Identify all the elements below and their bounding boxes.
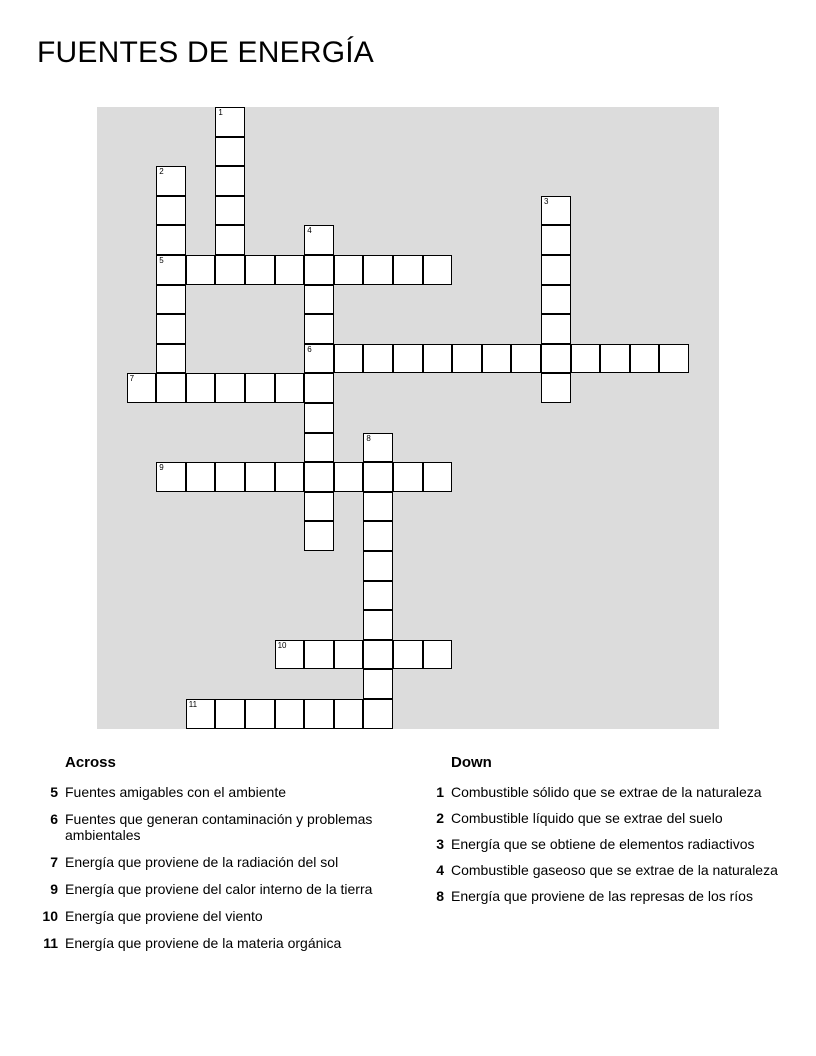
- clue-text: Energía que proviene de las represas de los ríos: [451, 888, 753, 904]
- crossword-cell[interactable]: [215, 699, 245, 729]
- clue-text: Energía que proviene de la radiación del sol: [65, 854, 339, 870]
- clue-text: Energía que proviene del calor interno de la tierra: [65, 881, 373, 897]
- down-clue: [426, 888, 786, 904]
- crossword-cell[interactable]: [304, 373, 334, 403]
- crossword-cell[interactable]: [156, 255, 186, 285]
- crossword-cell[interactable]: [541, 285, 571, 315]
- crossword-cell[interactable]: [393, 255, 423, 285]
- crossword-cell[interactable]: [186, 699, 216, 729]
- clue-number: 3: [436, 836, 444, 852]
- crossword-cell[interactable]: [304, 521, 334, 551]
- crossword-cell[interactable]: [423, 255, 453, 285]
- crossword-cell[interactable]: [215, 373, 245, 403]
- cell-number: 11: [188, 700, 198, 709]
- crossword-cell[interactable]: [393, 462, 423, 492]
- crossword-cell[interactable]: [215, 462, 245, 492]
- crossword-cell[interactable]: [304, 314, 334, 344]
- across-clues: [40, 754, 400, 962]
- across-clue: [40, 854, 400, 870]
- crossword-cell[interactable]: [363, 521, 393, 551]
- crossword-cell[interactable]: [304, 699, 334, 729]
- crossword-cell[interactable]: [304, 492, 334, 522]
- crossword-cell[interactable]: [245, 462, 275, 492]
- clue-number: 9: [50, 881, 58, 897]
- crossword-cell[interactable]: [363, 344, 393, 374]
- crossword-cell[interactable]: [304, 462, 334, 492]
- across-clue: [40, 784, 400, 800]
- crossword-cell[interactable]: [511, 344, 541, 374]
- crossword-cell[interactable]: [363, 462, 393, 492]
- crossword-cell[interactable]: [275, 373, 305, 403]
- crossword-cell[interactable]: [423, 462, 453, 492]
- crossword-cell[interactable]: [541, 373, 571, 403]
- crossword-cell[interactable]: [156, 373, 186, 403]
- crossword-cell[interactable]: [215, 137, 245, 167]
- crossword-cell[interactable]: [334, 462, 364, 492]
- crossword-cell[interactable]: [156, 344, 186, 374]
- down-clues: [426, 754, 786, 914]
- crossword-cell[interactable]: [334, 699, 364, 729]
- cell-number: 2: [159, 167, 164, 177]
- crossword-cell[interactable]: [393, 640, 423, 670]
- down-clue: [426, 862, 786, 878]
- clue-number: 4: [436, 862, 444, 878]
- cell-number: 4: [307, 226, 312, 236]
- crossword-cell[interactable]: [393, 344, 423, 374]
- crossword-cell[interactable]: [334, 640, 364, 670]
- crossword-cell[interactable]: [363, 669, 393, 699]
- crossword-cell[interactable]: [363, 433, 393, 463]
- crossword-cell[interactable]: [423, 640, 453, 670]
- cell-number: 3: [544, 196, 549, 206]
- crossword-cell[interactable]: [363, 640, 393, 670]
- clue-number: 1: [436, 784, 444, 800]
- cell-number: 5: [159, 256, 164, 265]
- crossword-cell[interactable]: [334, 344, 364, 374]
- crossword-cell[interactable]: [215, 196, 245, 226]
- cell-number: 1: [218, 108, 223, 117]
- cell-number: 6: [307, 344, 312, 354]
- clue-text: Combustible sólido que se extrae de la naturaleza: [451, 784, 762, 800]
- crossword-cell[interactable]: [186, 373, 216, 403]
- crossword-cell[interactable]: [156, 314, 186, 344]
- clue-number: 6: [50, 811, 58, 827]
- crossword-cell[interactable]: [363, 581, 393, 611]
- crossword-cell[interactable]: [571, 344, 601, 374]
- crossword-cell[interactable]: [482, 344, 512, 374]
- crossword-cell[interactable]: [245, 373, 275, 403]
- crossword-cell[interactable]: [363, 492, 393, 522]
- crossword-cell[interactable]: [275, 640, 305, 670]
- crossword-cell[interactable]: [304, 255, 334, 285]
- down-clue: [426, 836, 786, 852]
- crossword-cell[interactable]: [186, 462, 216, 492]
- crossword-cell[interactable]: [363, 699, 393, 729]
- clue-number: 10: [42, 908, 58, 924]
- crossword-cell[interactable]: [275, 462, 305, 492]
- crossword-cell[interactable]: [363, 610, 393, 640]
- crossword-cell[interactable]: [541, 225, 571, 255]
- crossword-cell[interactable]: [245, 255, 275, 285]
- clue-text: Combustible gaseoso que se extrae de la naturaleza: [451, 862, 778, 878]
- crossword-cell[interactable]: [541, 255, 571, 285]
- clue-number: 8: [436, 888, 444, 904]
- crossword-cell[interactable]: [363, 551, 393, 581]
- crossword-cell[interactable]: [659, 344, 689, 374]
- crossword-cell[interactable]: [156, 225, 186, 255]
- crossword-cell[interactable]: [630, 344, 660, 374]
- crossword-grid: [97, 107, 719, 729]
- crossword-cell[interactable]: [156, 166, 186, 196]
- clue-text: Energía que se obtiene de elementos radiactivos: [451, 836, 755, 852]
- clue-number: 11: [43, 935, 58, 951]
- crossword-cell[interactable]: [275, 255, 305, 285]
- crossword-cell[interactable]: [304, 433, 334, 463]
- crossword-cell[interactable]: [541, 344, 571, 374]
- crossword-cell[interactable]: [304, 403, 334, 433]
- crossword-cell[interactable]: [156, 196, 186, 226]
- crossword-cell[interactable]: [215, 166, 245, 196]
- crossword-cell[interactable]: [452, 344, 482, 374]
- crossword-cell[interactable]: [245, 699, 275, 729]
- clue-number: 5: [50, 784, 58, 800]
- down-heading: Down: [451, 754, 492, 771]
- crossword-cell[interactable]: [541, 196, 571, 226]
- across-heading: Across: [65, 754, 116, 771]
- crossword-cell[interactable]: [304, 225, 334, 255]
- page-title: FUENTES DE ENERGÍA: [37, 36, 374, 69]
- crossword-cell[interactable]: [215, 255, 245, 285]
- crossword-cell[interactable]: [156, 462, 186, 492]
- crossword-cell[interactable]: [304, 640, 334, 670]
- clue-text: Energía que proviene de la materia orgánica: [65, 935, 342, 951]
- cell-number: 8: [366, 433, 371, 443]
- crossword-cell[interactable]: [334, 255, 364, 285]
- crossword-cell[interactable]: [363, 255, 393, 285]
- crossword-cell[interactable]: [304, 285, 334, 315]
- down-clue: [426, 784, 786, 800]
- crossword-cell[interactable]: [127, 373, 157, 403]
- crossword-cell[interactable]: [215, 225, 245, 255]
- across-clue: [40, 935, 400, 951]
- crossword-cell[interactable]: [275, 699, 305, 729]
- crossword-cell[interactable]: [186, 255, 216, 285]
- cell-number: 10: [277, 640, 287, 650]
- across-clue: [40, 811, 400, 843]
- cell-number: 9: [159, 463, 164, 473]
- cell-number: 7: [129, 374, 135, 384]
- crossword-cell[interactable]: [541, 314, 571, 344]
- across-clue: [40, 908, 400, 924]
- crossword-cell[interactable]: [423, 344, 453, 374]
- crossword-cell[interactable]: [600, 344, 630, 374]
- crossword-cell[interactable]: [215, 107, 245, 137]
- clue-text: Energía que proviene del viento: [65, 908, 263, 924]
- crossword-cell[interactable]: [156, 285, 186, 315]
- clue-number: 2: [436, 810, 444, 826]
- crossword-cell[interactable]: [304, 344, 334, 374]
- clue-number: 7: [50, 854, 58, 870]
- clue-text: Combustible líquido que se extrae del suelo: [451, 810, 723, 826]
- clue-text: Fuentes amigables con el ambiente: [65, 784, 287, 800]
- clue-text: Fuentes que generan contaminación y problemas ambientales: [65, 811, 373, 843]
- across-clue: [40, 881, 400, 897]
- down-clue: [426, 810, 786, 826]
